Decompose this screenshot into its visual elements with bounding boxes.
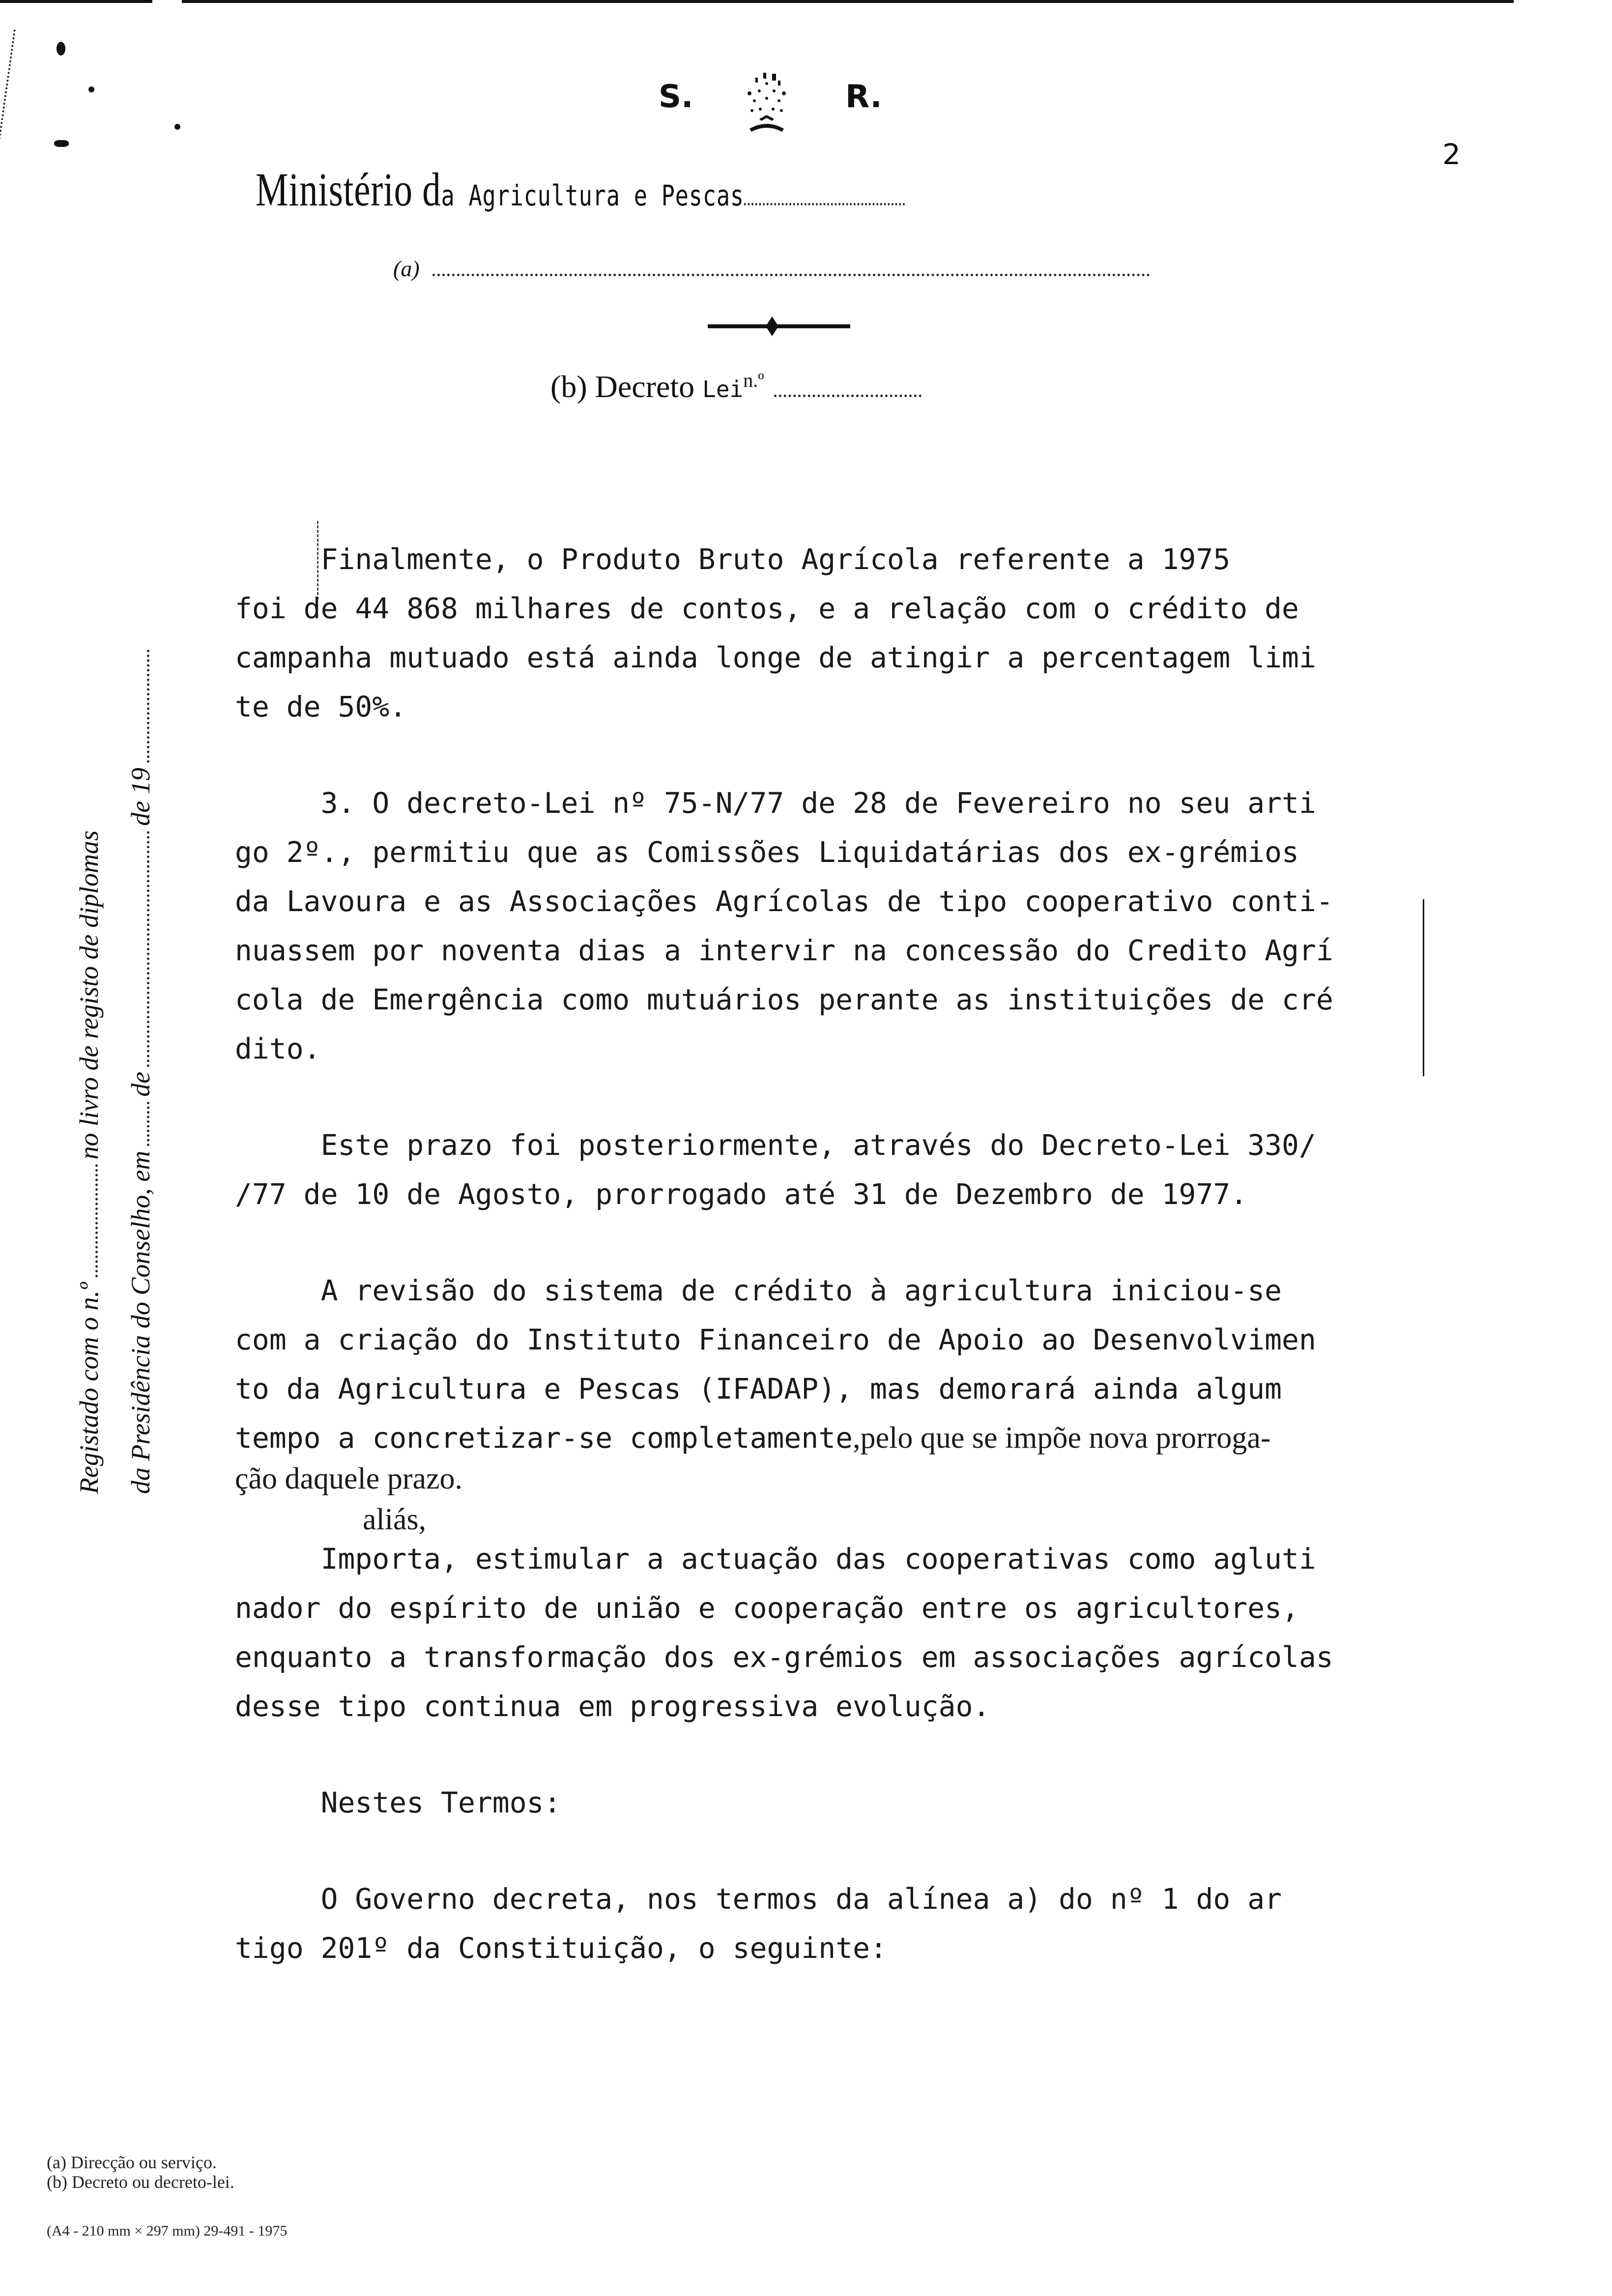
margin-text: no livro de registo de diplomas [74, 830, 104, 1160]
margin-dotted-line [147, 1102, 149, 1146]
handwritten-insertion: aliás, [363, 1503, 427, 1536]
paragraph-5 [235, 1505, 1572, 1731]
text-line: to da Agricultura e Pescas (IFADAP), mas demorará ainda algum [235, 1372, 1282, 1406]
text-line: go 2º., permitiu que as Comissões Liquidatárias dos ex-grémios [235, 835, 1299, 869]
handwritten-correction: ,pelo que se impõe nova prorroga- [853, 1421, 1271, 1455]
decree-number-dotted-line [774, 395, 921, 397]
handwritten-correction: ção daquele prazo. [235, 1462, 463, 1495]
text-line: tigo 201º da Constituição, o seguinte: [235, 1931, 887, 1965]
ornament-divider [708, 324, 850, 328]
text-line: te de 50%. [235, 690, 407, 723]
text-line: campanha mutuado está ainda longe de atingir a percentagem limi [235, 641, 1316, 674]
decree-heading [550, 369, 921, 405]
ministry-name-fill: a Agricultura e Pescas [441, 179, 744, 212]
header-seal [659, 64, 934, 138]
direction-dotted-line [432, 274, 1150, 276]
form-code: (A4 - 210 mm × 297 mm) 29-491 - 1975 [47, 2223, 288, 2239]
margin-text: da Presidência do Conselho, em [126, 1150, 155, 1494]
margin-dotted-line [95, 1164, 98, 1277]
text-line: da Lavoura e as Associações Agrícolas de tipo cooperativo conti- [235, 885, 1333, 918]
text-line: nador do espírito de união e cooperação entre os agricultores, [235, 1591, 1299, 1625]
ministry-heading [256, 162, 905, 217]
page-number: 2 [1442, 138, 1461, 171]
nestes-termos-heading: Nestes Termos: [235, 1786, 561, 1819]
text-line: nuassem por noventa dias a intervir na concessão do Credito Agrí [235, 934, 1333, 967]
text-line: Finalmente, o Produto Bruto Agrícola referente a 1975 [235, 543, 1231, 576]
text-line: cola de Emergência como mutuários perante as instituições de cré [235, 983, 1333, 1016]
scan-edge-mark [0, 29, 18, 225]
text-line [235, 1413, 1572, 1463]
seal-right-letter: R. [845, 79, 882, 115]
ministry-dotted-line [744, 203, 905, 205]
margin-text: de [126, 1071, 155, 1097]
document-body [235, 535, 1572, 1973]
paragraph-7 [235, 1874, 1572, 1973]
decree-number-label: n.º [743, 369, 764, 391]
text-line: foi de 44 868 milhares de contos, e a relação com o crédito de [235, 592, 1299, 625]
paragraph-3 [235, 1120, 1572, 1219]
paragraph-2 [235, 778, 1572, 1073]
decree-type-fill: Lei [702, 376, 744, 402]
speck [88, 86, 94, 92]
direction-field [393, 256, 1150, 282]
margin-text: Registado com o n.º [74, 1282, 104, 1494]
ministry-prefix: Ministério d [256, 163, 441, 216]
margin-registration-line-1 [74, 831, 104, 1494]
seal-left-letter: S. [659, 79, 693, 115]
paragraph-1 [235, 535, 1572, 731]
text-line: desse tipo continua em progressiva evolução. [235, 1690, 990, 1723]
text-line: Importa, estimular a actuação das cooperativas como agluti [235, 1542, 1316, 1576]
text-line: O Governo decreta, nos termos da alínea a) do nº 1 do ar [235, 1882, 1282, 1916]
paragraph-4 [235, 1266, 1572, 1495]
speck [54, 140, 69, 147]
coat-of-arms-icon [730, 64, 804, 138]
typed-text: tempo a concretizar-se completamente [235, 1421, 853, 1455]
footnotes [47, 2152, 287, 2241]
decree-label: (b) Decreto [550, 369, 695, 404]
footnote-a: (a) Direcção ou serviço. [47, 2152, 217, 2172]
direction-label: (a) [393, 256, 420, 281]
margin-registration-line-2 [125, 645, 156, 1494]
margin-dotted-line [147, 650, 149, 763]
text-line: enquanto a transformação dos ex-grémios em associações agrícolas [235, 1640, 1333, 1674]
text-line: 3. O decreto-Lei nº 75-N/77 de 28 de Fevereiro no seu arti [235, 786, 1316, 820]
margin-text: de 19 [126, 768, 155, 826]
text-line: dito. [235, 1032, 321, 1065]
text-line: A revisão do sistema de crédito à agricultura iniciou-se [235, 1274, 1282, 1307]
margin-dotted-line [147, 831, 149, 1067]
text-line: Este prazo foi posteriormente, através do Decreto-Lei 330/ [235, 1128, 1316, 1162]
text-line: /77 de 10 de Agosto, prorrogado até 31 de Dezembro de 1977. [235, 1177, 1248, 1211]
text-line: com a criação do Instituto Financeiro de Apoio ao Desenvolvimen [235, 1323, 1316, 1356]
speck [174, 124, 180, 130]
page-top-border [0, 0, 1612, 3]
footnote-b: (b) Decreto ou decreto-lei. [47, 2172, 234, 2192]
speck [57, 42, 65, 56]
